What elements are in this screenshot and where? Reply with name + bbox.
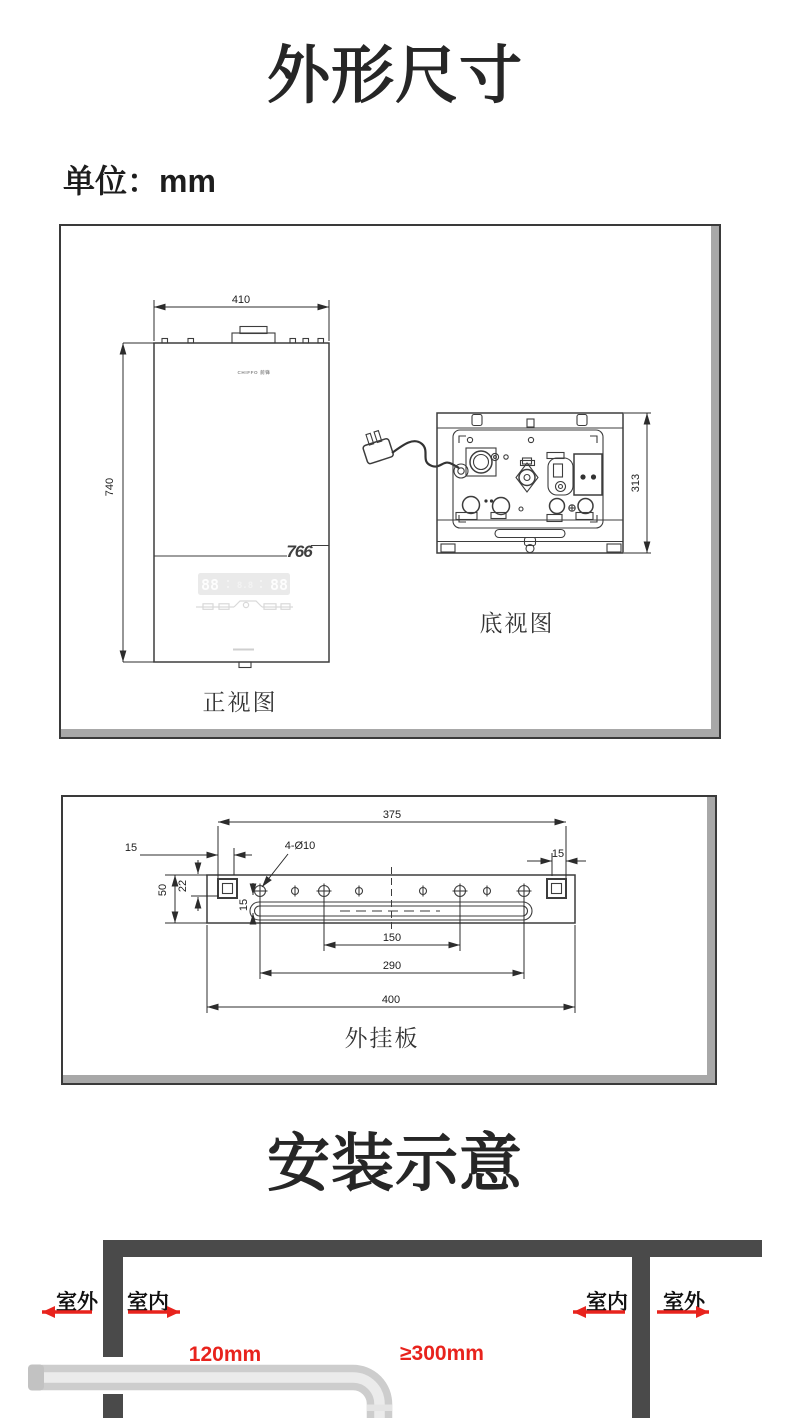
front-view-label: 正视图	[202, 689, 278, 715]
direction-labels	[42, 1290, 709, 1314]
power-cord	[392, 441, 459, 468]
holes-outer-dim: 290	[382, 960, 402, 972]
mount-plate-drawing	[61, 795, 713, 1081]
plate-span-dim: 375	[382, 809, 402, 821]
right-indoor-label: 室内	[586, 1291, 628, 1314]
hole-offset-dim: 22	[177, 879, 189, 893]
plate-right-edge-dim: 15	[551, 848, 565, 860]
brand-text: CHIFFO 前锋	[237, 370, 271, 375]
section-title-dimensions: 外形尺寸	[267, 41, 523, 111]
mount-plate-shape	[207, 867, 575, 929]
plate-height-dim: 50	[157, 883, 169, 897]
plate-total-width-dim: 400	[381, 994, 401, 1006]
front-height-dim: 740	[104, 477, 116, 497]
left-outdoor-label: 室外	[56, 1291, 98, 1314]
mount-plate-label: 外挂板	[344, 1025, 420, 1051]
plate-left-edge-dim: 15	[124, 842, 138, 854]
model-logo: 766	[286, 542, 312, 561]
unit-label: 单位：mm	[63, 163, 216, 199]
outline-drawing	[59, 224, 717, 735]
left-indoor-label: 室内	[127, 1291, 169, 1314]
display-right-digits: 88	[269, 576, 289, 594]
front-view-drawing	[104, 294, 329, 715]
bottom-depth-dim: 313	[630, 473, 642, 493]
hole-note: 4-Ø10	[284, 840, 316, 852]
right-outdoor-label: 室外	[663, 1291, 705, 1314]
control-buttons-row	[196, 601, 293, 609]
walls	[103, 1240, 762, 1418]
display-mid-digits: 8.8	[236, 581, 254, 591]
power-plug-icon	[359, 428, 394, 464]
section-title-install: 安装示意	[267, 1129, 523, 1199]
display-left-digits: 88	[200, 576, 220, 594]
clearance-dim: ≥300mm	[400, 1342, 484, 1365]
slot-offset-dim: 15	[238, 898, 250, 912]
holes-inner-dim: 150	[382, 932, 402, 944]
front-width-dim: 410	[231, 294, 251, 306]
flue-pipe	[28, 1365, 392, 1418]
bottom-view-drawing	[359, 413, 651, 636]
bottom-view-label: 底视图	[479, 610, 555, 636]
mount-plate-dimensions	[125, 809, 586, 1013]
install-diagram	[0, 1205, 790, 1418]
pipe-length-dim: 120mm	[188, 1343, 262, 1366]
